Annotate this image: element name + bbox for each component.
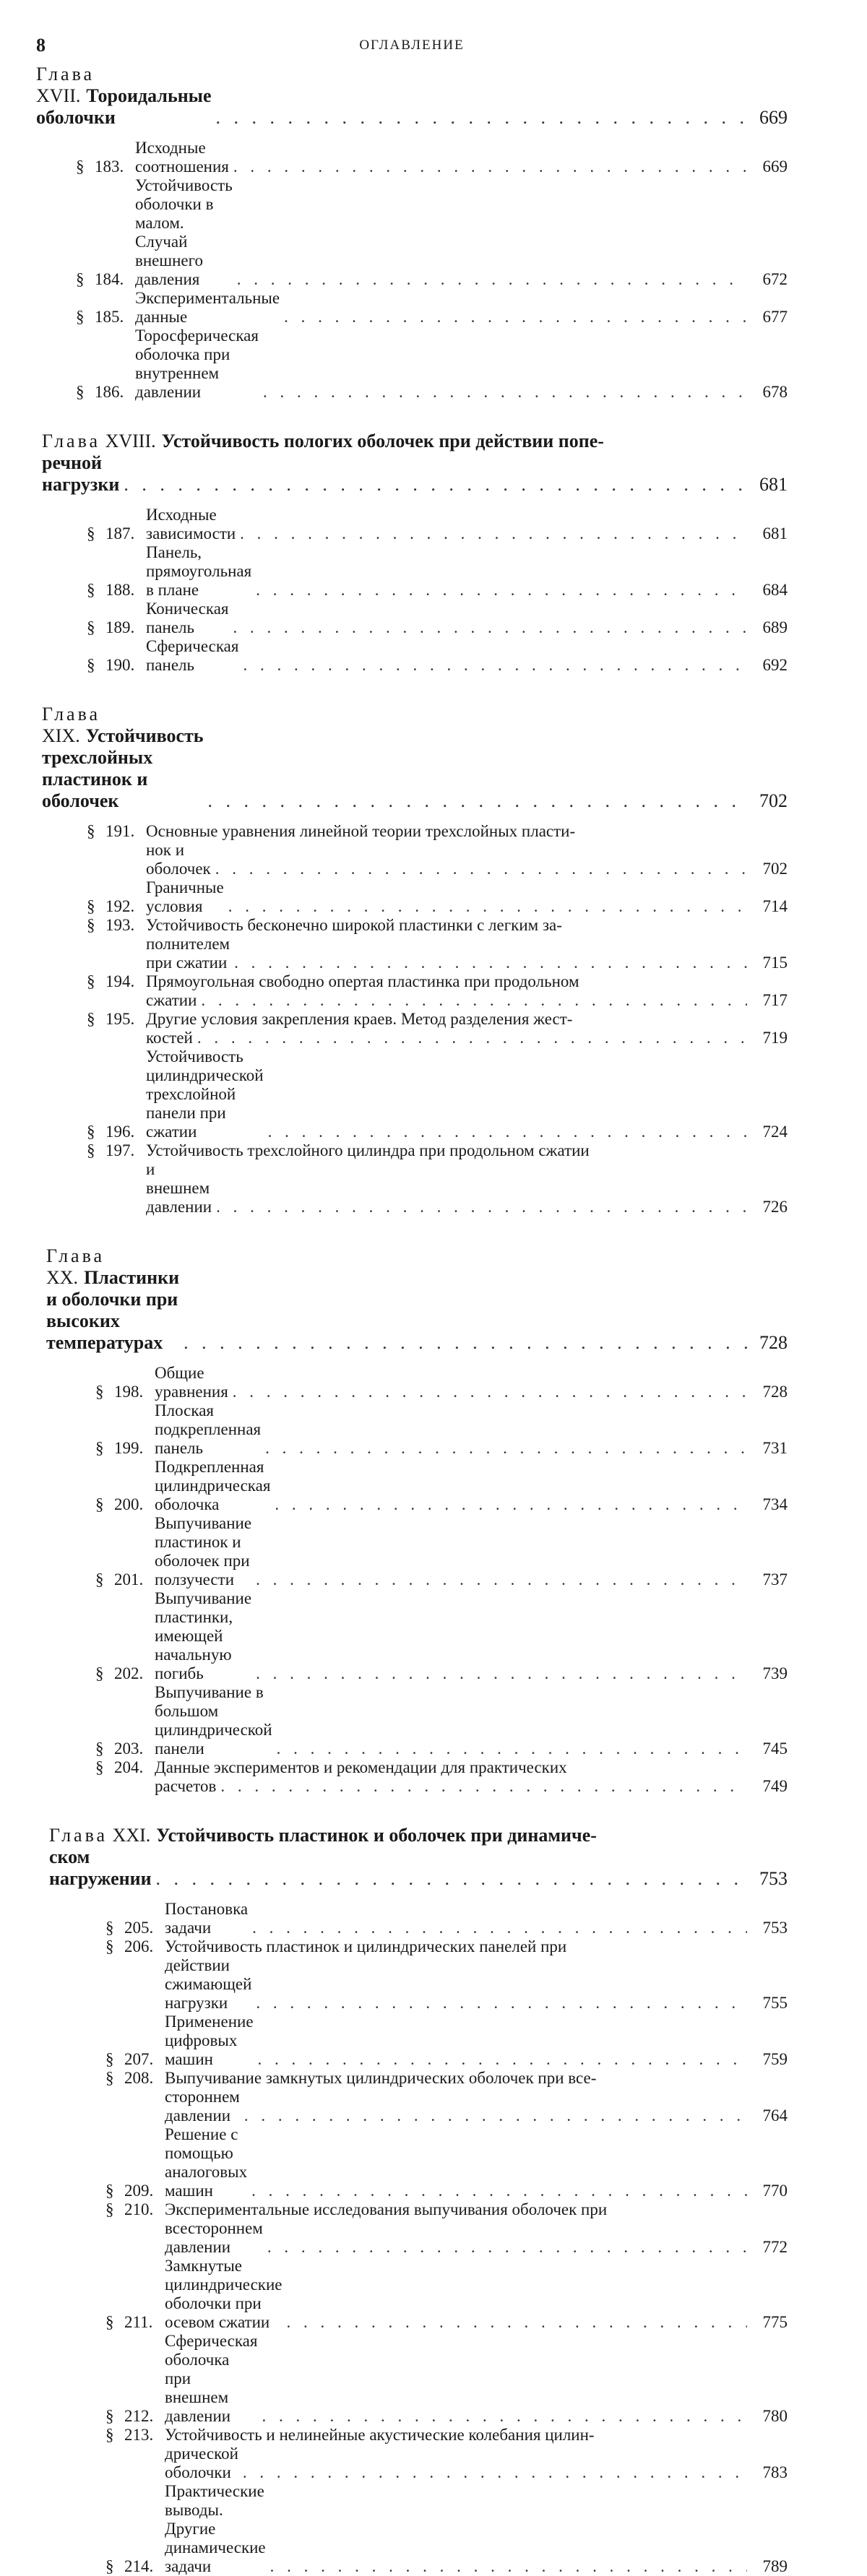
- section-entry: [95, 1514, 788, 1589]
- chapter-label: Глава: [49, 1825, 108, 1846]
- section-title: Выпучивание пластинки, имеющей начальную погибь: [155, 1589, 252, 1682]
- section-line: [87, 841, 788, 878]
- dot-leader: [197, 1029, 747, 1047]
- dot-leader: [237, 270, 747, 289]
- dot-leader: [124, 474, 747, 496]
- section-title: Панель, прямоугольная в плане: [146, 543, 252, 599]
- section-entry: [105, 1937, 788, 2013]
- section-number: 209.: [124, 2182, 154, 2200]
- section-page: 684: [762, 581, 788, 599]
- section-sign: §: [105, 2200, 114, 2218]
- chapter-number: XVIII.: [105, 431, 156, 451]
- section-page: 759: [762, 2050, 788, 2068]
- dot-leader: [201, 991, 747, 1010]
- section-page: 775: [762, 2313, 788, 2331]
- section-page: 737: [762, 1570, 788, 1589]
- section-title: Исходные зависимости: [146, 506, 236, 543]
- section-title: Практические выводы. Другие динамические задачи: [165, 2482, 266, 2575]
- section-sign: §: [95, 1383, 104, 1401]
- section-number: 201.: [114, 1570, 144, 1589]
- dot-leader: [258, 2050, 747, 2069]
- dot-leader: [240, 524, 747, 543]
- section-page: 714: [762, 897, 788, 915]
- section-entry: [95, 1589, 788, 1683]
- section-page: 672: [762, 270, 788, 288]
- section-sign: §: [87, 581, 95, 599]
- section-number: 187.: [105, 524, 135, 543]
- chapter-heading-text: [46, 1245, 179, 1354]
- section-entry: [95, 1458, 788, 1514]
- section-number: 204.: [114, 1758, 144, 1776]
- section-entry: [76, 139, 788, 176]
- chapter-title: Пластинки и оболочки при высоких температурах: [46, 1267, 180, 1353]
- section-title: Выпучивание в большом цилиндрической панели: [155, 1683, 272, 1758]
- chapter-page: 728: [759, 1332, 788, 1353]
- chapter-heading-line: [49, 1825, 788, 1846]
- section-entry: [87, 1141, 788, 1216]
- section-number: 203.: [114, 1739, 144, 1758]
- dot-leader: [233, 618, 747, 637]
- section-page: 731: [762, 1439, 788, 1457]
- section-page: 719: [762, 1029, 788, 1047]
- dot-leader: [243, 2463, 747, 2482]
- chapter-number: XXI.: [112, 1825, 151, 1846]
- section-number: 189.: [105, 618, 135, 636]
- section-number: 212.: [124, 2407, 154, 2425]
- section-number: 196.: [105, 1123, 135, 1141]
- section-page: 772: [762, 2238, 788, 2256]
- section-title-continued: расчетов: [155, 1777, 217, 1795]
- section-page: 677: [762, 308, 788, 326]
- section-title: Выпучивание пластинок и оболочек при ползучести: [155, 1514, 252, 1589]
- dot-leader: [184, 1332, 747, 1354]
- section-number: 208.: [124, 2069, 154, 2087]
- section-title-continued: сжатии: [146, 991, 197, 1009]
- section-entry: [87, 822, 788, 878]
- section-entry: [87, 972, 788, 1010]
- section-sign: §: [87, 822, 95, 840]
- chapter-heading-line: [42, 452, 788, 496]
- section-entry: [105, 2125, 788, 2200]
- section-number: 185.: [95, 308, 124, 326]
- section-number: 205.: [124, 1919, 154, 1937]
- section-entry: [105, 2332, 788, 2426]
- chapter-title: Устойчивость пластинок и оболочек при динамиче-: [156, 1825, 597, 1846]
- section-page: 734: [762, 1495, 788, 1513]
- section-entry: [105, 1900, 788, 1937]
- dot-leader: [262, 2407, 747, 2426]
- dot-leader: [275, 1495, 747, 1514]
- section-sign: §: [87, 618, 95, 636]
- section-entry: [87, 506, 788, 543]
- section-title: Устойчивость пластинок и цилиндрических панелей при: [165, 1937, 567, 1955]
- section-entry: [95, 1401, 788, 1458]
- section-title-continued: действии сжимающей нагрузки: [165, 1956, 252, 2012]
- dot-leader: [286, 2313, 747, 2332]
- section-title: Экспериментальные исследования выпучивания оболочек при: [165, 2200, 608, 2218]
- section-title: Устойчивость бесконечно широкой пластинки с легким за-: [146, 916, 562, 934]
- section-number: 207.: [124, 2050, 154, 2068]
- section-sign: §: [87, 524, 95, 543]
- section-entry: [87, 637, 788, 675]
- section-title: Коническая панель: [146, 600, 229, 636]
- section-line: [87, 822, 788, 841]
- section-list: [46, 1364, 788, 1796]
- section-title-continued: и внешнем давлении: [146, 1160, 212, 1216]
- section-title: Данные экспериментов и рекомендации для практических: [155, 1758, 567, 1776]
- section-page: 724: [762, 1123, 788, 1141]
- chapter-2: [42, 431, 788, 675]
- section-line: [105, 2088, 788, 2125]
- section-number: 186.: [95, 383, 124, 401]
- dot-leader: [208, 790, 747, 812]
- section-title-continued: всестороннем давлении: [165, 2219, 263, 2256]
- section-page: 702: [762, 860, 788, 878]
- section-list: [42, 822, 788, 1216]
- section-page: 749: [762, 1777, 788, 1795]
- section-line: [105, 2219, 788, 2257]
- dot-leader: [256, 1994, 747, 2013]
- chapter-title: Тороидальные оболочки: [36, 85, 212, 128]
- section-entry: [105, 2482, 788, 2576]
- section-page: 689: [762, 618, 788, 636]
- section-title: Граничные условия: [146, 878, 224, 915]
- dot-leader: [251, 2182, 747, 2200]
- section-title-continued: дрической оболочки: [165, 2445, 238, 2481]
- section-number: 195.: [105, 1010, 135, 1028]
- section-entry: [76, 176, 788, 289]
- section-title: Применение цифровых машин: [165, 2013, 254, 2068]
- chapter-label: Глава: [36, 64, 95, 85]
- chapter-title: Устойчивость трехслойных пластинок и оболочек: [42, 725, 204, 811]
- section-entry: [95, 1683, 788, 1758]
- section-line: [87, 972, 788, 991]
- section-number: 213.: [124, 2426, 154, 2444]
- toc-page: [36, 29, 788, 2576]
- chapter-label: Глава: [42, 431, 101, 451]
- section-title: Постановка задачи: [165, 1900, 249, 1937]
- section-entry: [87, 1010, 788, 1047]
- section-title: Устойчивость трехслойного цилиндра при продольном сжатии: [146, 1141, 590, 1159]
- section-sign: §: [105, 2069, 114, 2087]
- running-title: ОГЛАВЛЕНИЕ: [359, 38, 465, 53]
- dot-leader: [233, 157, 747, 176]
- section-number: 211.: [124, 2313, 153, 2331]
- chapter-title-continued: ском нагружении: [49, 1846, 152, 1889]
- section-title: Устойчивость цилиндрической трехслойной панели при сжатии: [146, 1047, 264, 1141]
- section-line: [87, 1141, 788, 1160]
- section-title: Устойчивость оболочки в малом. Случай внешнего давления: [135, 176, 233, 288]
- section-page: 726: [762, 1198, 788, 1216]
- section-number: 194.: [105, 972, 135, 990]
- section-sign: §: [87, 897, 95, 915]
- chapter-heading: [42, 431, 788, 496]
- dot-leader: [228, 897, 747, 916]
- section-number: 191.: [105, 822, 135, 840]
- section-sign: §: [87, 916, 95, 934]
- section-line: [95, 1758, 788, 1777]
- section-title: Выпучивание замкнутых цилиндрических оболочек при все-: [165, 2069, 597, 2087]
- chapter-title: Устойчивость пологих оболочек при действии попе-: [161, 431, 604, 451]
- dot-leader: [265, 1439, 747, 1458]
- chapter-label: Глава: [46, 1245, 105, 1266]
- section-sign: §: [95, 1439, 104, 1457]
- dot-leader: [268, 1123, 747, 1141]
- section-page: 715: [762, 954, 788, 972]
- section-number: 199.: [114, 1439, 144, 1457]
- section-entry: [105, 2069, 788, 2125]
- section-line: [87, 916, 788, 935]
- section-number: 214.: [124, 2557, 154, 2575]
- section-entry: [95, 1758, 788, 1796]
- section-sign: §: [95, 1570, 104, 1589]
- section-sign: §: [87, 656, 95, 674]
- section-title: Общие уравнения: [155, 1364, 228, 1401]
- chapter-page: 669: [759, 107, 788, 128]
- section-sign: §: [95, 1664, 104, 1682]
- section-line: [87, 1010, 788, 1029]
- section-sign: §: [105, 2557, 114, 2575]
- chapter-heading: [36, 64, 788, 129]
- section-page: 692: [762, 656, 788, 674]
- dot-leader: [220, 1777, 747, 1796]
- section-title-continued: костей: [146, 1029, 193, 1047]
- section-entry: [76, 327, 788, 402]
- section-sign: §: [87, 1141, 95, 1159]
- section-page: 770: [762, 2182, 788, 2200]
- section-number: 202.: [114, 1664, 144, 1682]
- chapter-1: [36, 64, 788, 402]
- section-title: Решение с помощью аналоговых машин: [165, 2125, 248, 2200]
- dot-leader: [234, 954, 747, 972]
- dot-leader: [243, 656, 747, 675]
- table-of-contents: [36, 64, 788, 2576]
- section-sign: §: [105, 2407, 114, 2425]
- section-title: Сферическая панель: [146, 637, 239, 674]
- section-entry: [95, 1364, 788, 1401]
- section-sign: §: [76, 383, 85, 401]
- chapter-heading-text: [36, 64, 212, 129]
- section-number: 210.: [124, 2200, 154, 2218]
- section-entry: [87, 1047, 788, 1141]
- section-entry: [87, 600, 788, 637]
- section-number: 184.: [95, 270, 124, 288]
- section-line: [87, 1160, 788, 1216]
- section-title: Плоская подкрепленная панель: [155, 1401, 262, 1457]
- section-title-continued: нок и оболочек: [146, 841, 211, 878]
- section-entry: [87, 878, 788, 916]
- dot-leader: [252, 1919, 747, 1937]
- section-page: 681: [762, 524, 788, 543]
- section-line: [95, 1777, 788, 1796]
- chapter-heading: [49, 1825, 788, 1890]
- section-number: 197.: [105, 1141, 135, 1159]
- dot-leader: [256, 581, 747, 600]
- section-line: [105, 2069, 788, 2088]
- dot-leader: [256, 1570, 747, 1589]
- section-title: Устойчивость и нелинейные акустические колебания цилин-: [165, 2426, 595, 2444]
- section-sign: §: [105, 2426, 114, 2444]
- section-entry: [105, 2200, 788, 2257]
- section-number: 192.: [105, 897, 135, 915]
- dot-leader: [156, 1868, 747, 1890]
- chapter-number: XIX.: [42, 725, 80, 746]
- section-sign: §: [95, 1739, 104, 1758]
- section-entry: [87, 543, 788, 600]
- section-page: 739: [762, 1664, 788, 1682]
- chapter-3: [42, 704, 788, 1216]
- section-title: Подкрепленная цилиндрическая оболочка: [155, 1458, 271, 1513]
- dot-leader: [277, 1739, 747, 1758]
- section-line: [87, 991, 788, 1010]
- section-line: [87, 935, 788, 972]
- section-title: Торосферическая оболочка при внутреннем давлении: [135, 327, 259, 401]
- section-title: Прямоугольная свободно опертая пластинка при продольном: [146, 972, 579, 990]
- section-title: Другие условия закрепления краев. Метод разделения жест-: [146, 1010, 573, 1028]
- page-header: [36, 29, 788, 64]
- section-page: 753: [762, 1919, 788, 1937]
- section-page: 789: [762, 2557, 788, 2575]
- section-page: 669: [762, 157, 788, 176]
- dot-leader: [216, 1198, 747, 1216]
- section-page: 728: [762, 1383, 788, 1401]
- section-sign: §: [105, 2050, 114, 2068]
- section-line: [87, 1029, 788, 1047]
- section-line: [105, 2426, 788, 2445]
- section-list: [36, 139, 788, 402]
- dot-leader: [216, 107, 747, 129]
- section-number: 183.: [95, 157, 124, 176]
- section-number: 200.: [114, 1495, 144, 1513]
- section-entry: [105, 2426, 788, 2482]
- dot-leader: [267, 2238, 747, 2257]
- section-line: [105, 2445, 788, 2482]
- section-sign: §: [76, 308, 85, 326]
- section-title: Основные уравнения линейной теории трехслойных пласти-: [146, 822, 576, 840]
- dot-leader: [244, 2106, 747, 2125]
- section-entry: [105, 2013, 788, 2069]
- section-sign: §: [105, 2313, 114, 2331]
- dot-leader: [215, 860, 747, 878]
- section-page: 755: [762, 1994, 788, 2012]
- section-title: Экспериментальные данные: [135, 289, 280, 326]
- dot-leader: [263, 383, 747, 402]
- dot-leader: [284, 308, 747, 327]
- section-sign: §: [76, 270, 85, 288]
- section-page: 678: [762, 383, 788, 401]
- section-sign: §: [105, 2182, 114, 2200]
- chapter-page: 753: [759, 1868, 788, 1889]
- dot-leader: [233, 1383, 747, 1401]
- section-page: 783: [762, 2463, 788, 2481]
- section-line: [105, 2200, 788, 2219]
- chapter-page: 702: [759, 790, 788, 811]
- section-line: [105, 1956, 788, 2013]
- section-number: 193.: [105, 916, 135, 934]
- section-sign: §: [95, 1758, 104, 1776]
- section-number: 188.: [105, 581, 135, 599]
- chapter-label: Глава: [42, 704, 101, 725]
- dot-leader: [270, 2557, 747, 2576]
- section-sign: §: [76, 157, 85, 176]
- chapter-heading-line: [49, 1846, 788, 1890]
- section-list: [42, 506, 788, 675]
- section-page: 780: [762, 2407, 788, 2425]
- section-number: 206.: [124, 1937, 154, 1955]
- section-sign: §: [105, 1919, 114, 1937]
- section-sign: §: [87, 1123, 95, 1141]
- section-sign: §: [95, 1495, 104, 1513]
- chapter-number: XX.: [46, 1267, 79, 1288]
- section-page: 745: [762, 1739, 788, 1758]
- chapter-title-continued: речной нагрузки: [42, 452, 120, 495]
- section-line: [105, 1937, 788, 1956]
- dot-leader: [256, 1664, 747, 1683]
- section-entry: [76, 289, 788, 327]
- chapter-heading: [46, 1245, 788, 1354]
- page-number: 8: [36, 35, 46, 56]
- section-entry: [87, 916, 788, 972]
- section-page: 764: [762, 2106, 788, 2125]
- section-title-continued: полнителем при сжатии: [146, 935, 230, 972]
- section-number: 190.: [105, 656, 135, 674]
- section-sign: §: [87, 972, 95, 990]
- section-sign: §: [105, 1937, 114, 1955]
- chapter-heading-text: [42, 704, 204, 812]
- section-title: Сферическая оболочка при внешнем давлении: [165, 2332, 258, 2425]
- section-title: Исходные соотношения: [135, 139, 229, 176]
- section-number: 198.: [114, 1383, 144, 1401]
- section-title: Замкнутые цилиндрические оболочки при осевом сжатии: [165, 2257, 282, 2331]
- chapter-heading-line: [42, 431, 788, 452]
- chapter-page: 681: [759, 474, 788, 495]
- section-list: [49, 1900, 788, 2576]
- chapter-number: XVII.: [36, 85, 81, 106]
- chapter-heading: [42, 704, 788, 812]
- section-entry: [105, 2257, 788, 2332]
- section-sign: §: [87, 1010, 95, 1028]
- section-page: 717: [762, 991, 788, 1009]
- chapter-5: [49, 1825, 788, 2576]
- section-title-continued: стороннем давлении: [165, 2088, 240, 2125]
- chapter-4: [46, 1245, 788, 1796]
